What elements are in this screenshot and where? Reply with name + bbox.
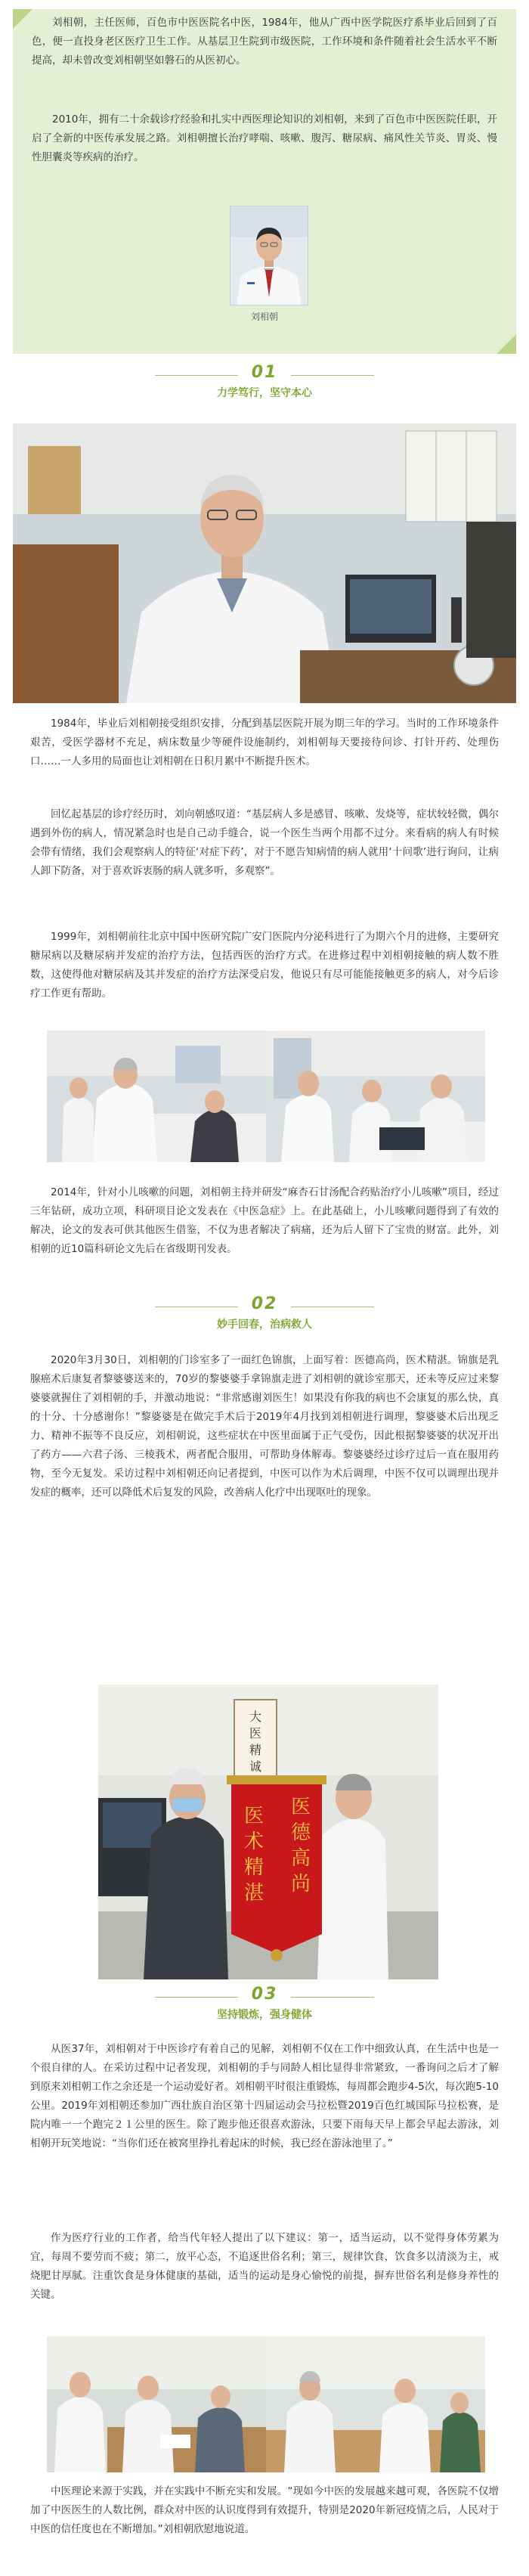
corner-decoration: [13, 9, 32, 29]
section-header: [0, 1985, 529, 2022]
divider: [155, 375, 238, 376]
section-title: 力学笃行，坚守本心: [217, 387, 312, 399]
section3-paragraph: 中医理论来源于实践，并在实践中不断充实和发展。“现如今中医的发展越来越可观，各医院不仅增加了中医医生的人数比例，群众对中医的认识度得到有效提升，特别是2020年新冠疫情之后，人民对于中医的信任度也在不断增加。”刘相朝欣慰地说道。: [30, 2485, 499, 2535]
section1-paragraph: 2014年，针对小儿咳嗽的问题，刘相朝主持并研发“麻杏石甘汤配合药贴治疗小儿咳嗽”项目，经过三年钻研，成功立项，科研项目论文发表在《中医急症》上。在此基础上，小儿咳嗽问题得到了有效的解决，论文的发表可供其他医生借鉴，不仅为患者解决了病痛，还为后人留下了宝贵的财富。此外，刘相朝的近10篇科研论文先后在省级期刊发表。: [30, 1186, 499, 1255]
section1-paragraph: 1984年，毕业后刘相朝接受组织安排，分配到基层医院开展为期三年的学习。当时的工作环境条件艰苦，受医学器材不充足，病床数量少等硬件设施制约，刘相朝每天要接待问诊、打针开药、处理伤口……一人多用的局面也让刘相朝在日积月累中不断提升医术。: [30, 718, 499, 767]
svg-text:诚: 诚: [249, 1759, 262, 1774]
svg-text:大: 大: [249, 1710, 262, 1724]
svg-text:精: 精: [243, 1856, 264, 1879]
svg-text:医: 医: [290, 1796, 311, 1818]
svg-text:德: 德: [290, 1821, 311, 1844]
intro-box: [13, 9, 516, 354]
ward-visit-photo: [266, 1031, 485, 1162]
ward-visit-photo: [47, 1031, 266, 1162]
banner-presentation-photo: [98, 1685, 438, 1979]
svg-text:尚: 尚: [290, 1873, 311, 1896]
section-header: [0, 1294, 529, 1331]
doctor-portrait: [230, 206, 308, 305]
section-number: 02: [251, 1294, 278, 1313]
divider: [291, 1997, 374, 1998]
consultation-photo: [266, 2336, 485, 2472]
section1-paragraph: 1999年，刘相朝前往北京中国中医研究院广安门医院内分泌科进行了为期六个月的进修，主要研究糖尿病以及糖尿病并发症的治疗方法，包括西医的治疗方式。在进修过程中刘相朝接触的病人数不胜数，这使得他对糖尿病及其并发症的治疗方法深受启发，他说只有尽可能能接触更多的病人，对今后诊疗工作更有帮助。: [30, 931, 499, 1000]
consultation-photo: [47, 2336, 266, 2472]
doctor-office-photo: [13, 423, 516, 703]
svg-text:医: 医: [243, 1805, 264, 1827]
section-number: 01: [251, 363, 278, 382]
section1-paragraph: 回忆起基层的诊疗经历时，刘向朝感叹道：“基层病人多是感冒、咳嗽、发烧等，症状较轻微，偶尔遇到外伤的病人，情况紧急时也是自己动手缝合，说一个医生当两个用都不过分。来看病的病人有时候会带有情绪，我们会观察病人的特征‘对症下药’，对于不愿告知病情的病人就用‘十问歌’进行询问，让病人卸下防备，对于喜欢诉衷肠的病人就多听，多观察”。: [30, 808, 499, 877]
section-title: 妙手回春，治病救人: [217, 1319, 312, 1331]
intro-paragraph: 刘相朝，主任医师，百色市中医医院名中医，1984年，他从广西中医学院医疗系毕业后回到了百色，便一直投身老区医疗卫生工作。从基层卫生院到市级医院，工作环境和条件随着社会生活水平不断提高，却未曾改变刘相朝坚如磐石的从医初心。: [32, 17, 497, 67]
svg-text:术: 术: [243, 1830, 264, 1853]
corner-decoration: [497, 334, 516, 354]
section3-paragraph: 作为医疗行业的工作者，给当代年轻人提出了以下建议：第一，适当运动，以不觉得身体劳累为宜，每周不要劳而不疲；第二，放平心态，不追逐世俗名利；第三，规律饮食，饮食多以清淡为主，戒烧肥甘厚腻。注重饮食是身体健康的基础，适当的运动是身心愉悦的前提，摒弃世俗名利是修身养性的关键。: [30, 2232, 499, 2301]
svg-text:医: 医: [249, 1726, 262, 1741]
svg-text:精: 精: [249, 1743, 262, 1757]
divider: [155, 1997, 238, 1998]
section2-paragraph: 2020年3月30日，刘相朝的门诊室多了一面红色锦旗，上面写着：医德高尚，医术精湛。锦旗是乳腺癌术后康复者黎婆婆送来的，70岁的黎婆婆手拿锦旗走进了刘相朝的就诊室那天，还未等反应过来黎婆婆就握住了刘相朝的手，并激动地说：“非常感谢刘医生！如果没有你我的病也不会康复的那么快，真的十分、十分感谢你！”黎婆婆是在做完手术后于2019年4月找到刘相朝进行调理，黎婆婆术后出现乏力、精神不振等不良反应，刘相朝说，这些症状在中医里面属于正气受伤，因此根据黎婆婆的状况开出了药方——六君子汤、三棱莪术，两者配合服用，可帮助身体解毒。黎婆婆经过诊疗过后一直在服用药物，至今无复发。采访过程中刘相朝还向记者提到，中医可以作为术后调理，中医不仅可以调理出现并发症的概率，还可以降低术后复发的风险，改善病人化疗中出现呕吐的现象。: [30, 1354, 499, 1499]
svg-text:湛: 湛: [243, 1882, 264, 1905]
section-header: [0, 363, 529, 400]
portrait-caption: 刘相朝: [250, 312, 278, 322]
section3-paragraph: 从医37年，刘相朝对于中医诊疗有着自己的见解，刘相朝不仅在工作中细致认真，在生活中也是一个很自律的人。在采访过程中记者发现，刘相朝的手与同龄人相比显得非常紧致，一番询问之后才了解到原来刘相朝工作之余还是一个运动爱好者。刘相朝平时很注重锻炼，每周都会跑步4-5次，每次跑5-10公里。2019年刘相朝还参加广西壮族自治区第十四届运动会马拉松暨2019百色红城国际马拉松赛，是院内唯一一个跑完２１公里的医生。除了跑步他还很喜欢游泳，只要下雨每天早上都会早起去游泳，刘相朝开玩笑地说：“当你们还在被窝里挣扎着起床的时候，我已经在游泳池里了。”: [30, 2043, 499, 2150]
intro-paragraph: 2010年，拥有二十余载诊疗经验和扎实中西医理论知识的刘相朝，来到了百色市中医医院任职，开启了全新的中医传承发展之路。刘相朝擅长治疗哮喘、咳嗽、腹泻、糖尿病、痛风性关节炎、胃炎、慢性胆囊炎等疾病的治疗。: [32, 113, 497, 163]
svg-text:高: 高: [290, 1847, 311, 1870]
divider: [291, 375, 374, 376]
section-title: 坚持锻炼，强身健体: [217, 2009, 312, 2021]
section-number: 03: [251, 1985, 278, 2004]
